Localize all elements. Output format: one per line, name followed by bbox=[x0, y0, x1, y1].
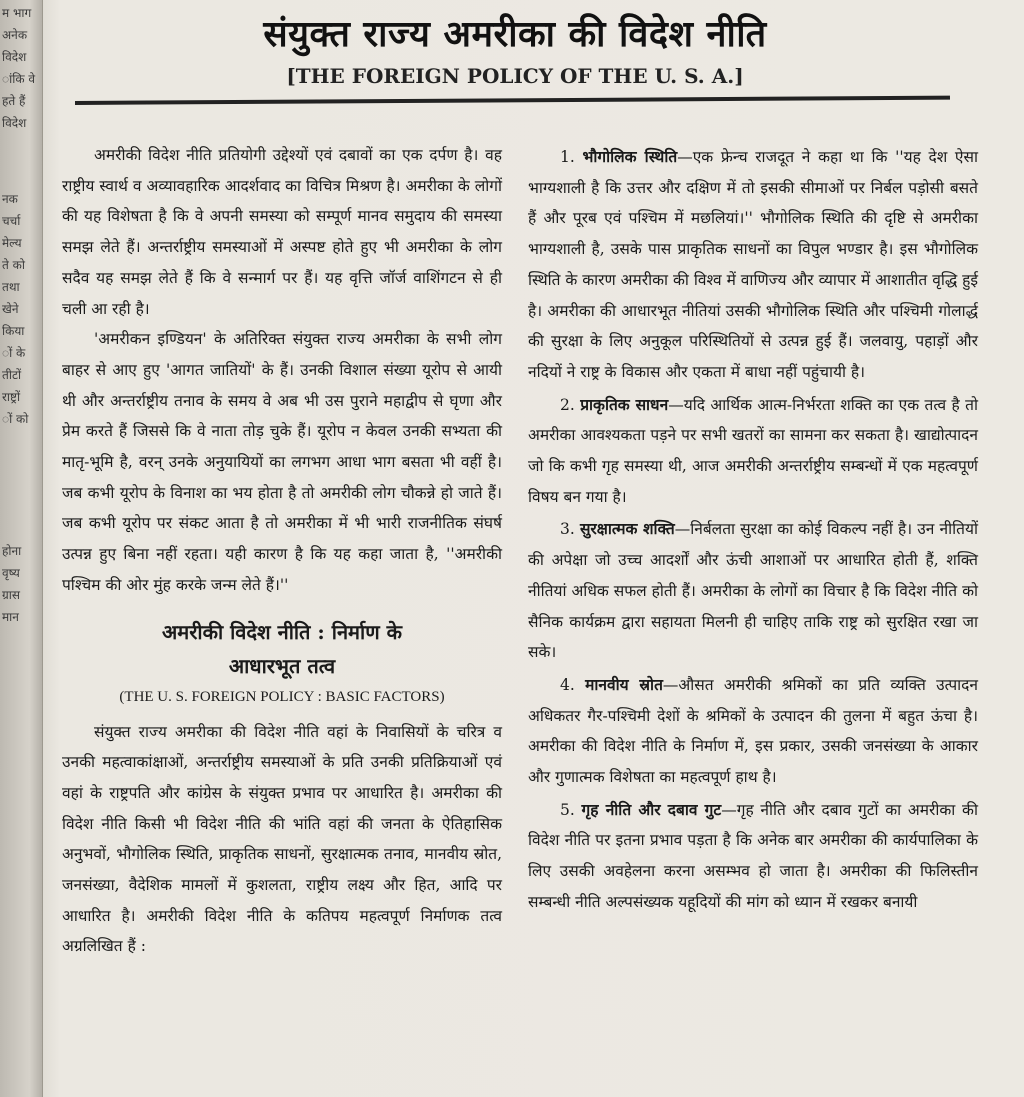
factor-item bbox=[528, 670, 978, 793]
basic-factors-paragraph: संयुक्त राज्य अमरीका की विदेश नीति वहां के निवासियों के चरित्र व उनकी महत्वाकांक्षाओं, अन्तर्राष्ट्रीय समस्याओं के प्रति उनकी प्रतिक्रियाओं एवं वहां के राष्ट्रपति और कांग्रेस के संयुक्त प्रभाव पर आधारित है। अमरीका की विदेश नीति किसी भी विदेश नीति की भांति वहां की जनता के ऐतिहासिक अनुभवों, भौगोलिक स्थिति, प्राकृतिक साधनों, सुरक्षात्मक तनाव, मानवीय स्रोत, जनसंख्या, वैदेशिक मामलों में कुशलता, राष्ट्रीय लक्ष्य और हित, आदि पर आधारित है। अमरीकी विदेश नीति के कतिपय महत्वपूर्ण निर्माणक तत्व अग्रलिखित हैं : bbox=[62, 722, 502, 956]
gutter-line: विदेश bbox=[2, 50, 27, 64]
factor-term: मानवीय स्रोत bbox=[585, 674, 663, 694]
factor-item bbox=[528, 514, 978, 668]
factor-term: प्राकृतिक साधन bbox=[580, 394, 669, 414]
gutter-text-bottom bbox=[0, 540, 21, 628]
factor-term: गृह नीति और दबाव गुट bbox=[581, 799, 722, 819]
gutter-line: मान bbox=[2, 610, 19, 624]
factor-number: 2. bbox=[560, 395, 575, 414]
gutter-line: खेने bbox=[2, 302, 19, 316]
factor-item bbox=[528, 142, 978, 388]
factor-text: —एक फ्रेन्च राजदूत ने कहा था कि ''यह देश ऐसा भाग्यशाली है कि उत्तर और दक्षिण में तो इसकी सीमाओं पर निर्बल पड़ोसी बसते हैं और पूरब एवं पश्चिम में मछलियां।'' भौगोलिक स्थिति की दृष्टि से अमरीका भाग्यशाली है, उसके पास प्राकृतिक साधनों का विपुल भण्डार है। इस भौगोलिक स्थिति के कारण अमरीका की विश्व में वाणिज्य और व्यापार में आशातीत वृद्धि हुई है। अमरीका की आधारभूत नीतियां उसकी भौगोलिक स्थिति और पश्चिमी गोलार्द्ध की सुरक्षा के लिए अनुकूल परिस्थितियों से उत्पन्न हुई हैं। जलवायु, पहाड़ों और नदियों ने राष्ट्र के विकास और एकता में बाधा नहीं पहुंचायी है। bbox=[528, 148, 978, 381]
gutter-line: चर्चा bbox=[2, 214, 21, 228]
gutter-line: नक bbox=[2, 192, 18, 206]
chapter-title: संयुक्त राज्य अमरीका की विदेश नीति bbox=[263, 13, 767, 55]
gutter-text-middle bbox=[0, 188, 28, 430]
title-rule bbox=[75, 96, 950, 105]
american-origins-paragraph: 'अमरीकन इण्डियन' के अतिरिक्त संयुक्त राज्य अमरीका के सभी लोग बाहर से आए हुए 'आगत जातियों' के हैं। उनकी विशाल संख्या यूरोप से आयी थी और अन्तर्राष्ट्रीय तनाव के समय वे अब भी उस पुराने महाद्वीप से घृणा और प्रेम करते हैं जिससे कि वे नाता तोड़ चुके हैं। यूरोप न केवल उनकी सभ्यता की मातृ-भूमि है, वरन् उनके अनुयायियों का लगभग आधा भाग बसता भी वहीं है। जब कभी यूरोप के विनाश का भय होता है तो अमरीकी लोग चौकन्ने हो जाते हैं। जब कभी यूरोप पर संकट आता है तो अमरीका में भी भारी राजनीतिक संघर्ष उत्पन्न हुए बिना नहीं रहता। यही कारण है कि यह कहा जाता है, ''अमरीकी पश्चिम की ओर मुंह करके जन्म लेते हैं।'' bbox=[62, 330, 502, 594]
factor-number: 4. bbox=[560, 675, 575, 694]
section-subheading: (THE U. S. FOREIGN POLICY : BASIC FACTORS) bbox=[119, 688, 445, 705]
factor-text: —औसत अमरीकी श्रमिकों का प्रति व्यक्ति उत्पादन अधिकतर गैर-पश्चिमी देशों के श्रमिकों के उत्पादन की तुलना में बहुत ऊंचा है। अमरीका की विदेश नीति के निर्माण में, इस प्रकार, उसकी जनसंख्या के आकार और गुणात्मक विशेषता का महत्वपूर्ण हाथ है। bbox=[528, 675, 978, 787]
gutter-line: वृष्य bbox=[2, 566, 20, 580]
chapter-subtitle: [THE FOREIGN POLICY OF THE U. S. A.] bbox=[286, 64, 744, 88]
section-heading: अमरीकी विदेश नीति : निर्माण के bbox=[162, 619, 402, 644]
gutter-line: अनेक bbox=[2, 28, 28, 42]
factor-text: —यदि आर्थिक आत्म-निर्भरता शक्ति का एक तत्व है तो अमरीका आवश्यकता पड़ने पर सभी खतरों का सामना कर सकता है। खाद्योत्पादन जो कि कभी गृह समस्या थी, आज अमरीकी अन्तर्राष्ट्रीय सम्बन्धों में एक महत्वपूर्ण विषय बन गया है। bbox=[528, 395, 978, 506]
gutter-line: ांकि वे bbox=[2, 72, 36, 86]
intro-paragraph: अमरीकी विदेश नीति प्रतियोगी उद्देश्यों एवं दबावों का एक दर्पण है। वह राष्ट्रीय स्वार्थ व अव्यावहारिक आदर्शवाद का विचित्र मिश्रण है। अमरीका के लोगों की यह विशेषता है कि वे अपनी समस्या को सम्पूर्ण मानव समुदाय की समस्या समझ लेते हैं। अन्तर्राष्ट्रीय समस्याओं में अस्पष्ट होते हुए भी अमरीका के लोग सदैव यह समझ लेते हैं कि वे सन्मार्ग पर हैं। यह वृत्ति जॉर्ज वाशिंगटन से ही चली आ रही है। bbox=[62, 146, 502, 318]
section-heading-line2: आधारभूत तत्व bbox=[228, 653, 336, 678]
gutter-line: ों के bbox=[2, 346, 26, 360]
factor-number: 3. bbox=[560, 520, 575, 539]
factor-item bbox=[528, 390, 978, 513]
gutter-line: मेल्य bbox=[2, 236, 22, 250]
gutter-line: तथा bbox=[2, 280, 20, 294]
factor-text: —गृह नीति और दबाव गुटों का अमरीका की विदेश नीति पर इतना प्रभाव पड़ता है कि अनेक बार अमरीका की कार्यपालिका के लिए उसकी अवहेलना करना असम्भव हो जाता है। अमरीका की फिलिस्तीन सम्बन्धी नीति अल्पसंख्यक यहूदियों की मांग को ध्यान में रखकर बनायी bbox=[528, 800, 978, 911]
gutter-line: राष्ट्रों bbox=[2, 390, 21, 404]
factor-item bbox=[528, 795, 978, 918]
gutter-line: विदेश bbox=[2, 116, 27, 130]
gutter-line: ते को bbox=[2, 258, 25, 272]
gutter-line: ग्रास bbox=[2, 588, 20, 602]
gutter-line: म भाग bbox=[2, 6, 32, 20]
right-column bbox=[528, 142, 978, 918]
gutter-line: ों को bbox=[2, 412, 29, 426]
left-column bbox=[62, 140, 502, 962]
factor-term: सुरक्षात्मक शक्ति bbox=[579, 519, 675, 539]
adjacent-page-edge bbox=[0, 0, 43, 1097]
gutter-line: होना bbox=[2, 544, 22, 558]
factor-text: —निर्बलता सुरक्षा का कोई विकल्प नहीं है। उन नीतियों की अपेक्षा जो उच्च आदर्शों और ऊंची आशाओं पर आधारित होती हैं, शक्ति नीतियां अधिक सफल होती हैं। अमरीका के लोगों का विचार है कि विदेश नीति को सैनिक कार्यक्रम द्वारा सहायता मिलनी ही चाहिए ताकि राष्ट्र को सुरक्षित रखा जा सके। bbox=[528, 520, 978, 662]
factor-term: भौगोलिक स्थिति bbox=[582, 147, 678, 166]
factor-number: 1. bbox=[560, 148, 575, 166]
gutter-line: तीटों bbox=[2, 368, 22, 382]
factor-number: 5. bbox=[560, 800, 575, 819]
gutter-text-top bbox=[0, 2, 35, 134]
gutter-line: हते हैं bbox=[2, 94, 26, 108]
gutter-line: किया bbox=[2, 324, 25, 338]
